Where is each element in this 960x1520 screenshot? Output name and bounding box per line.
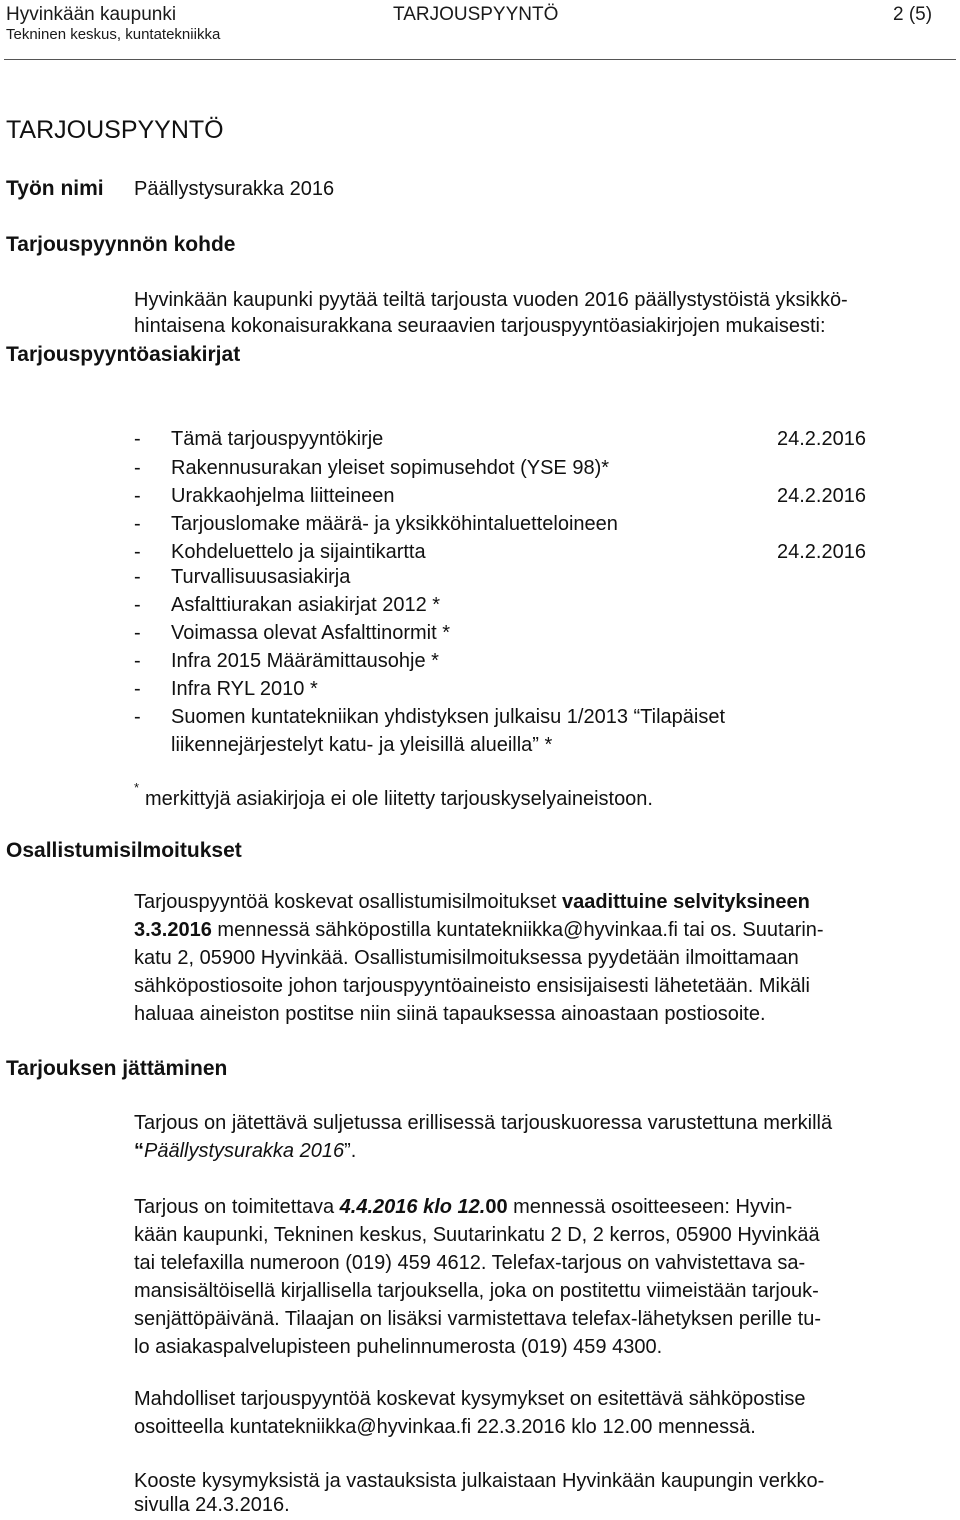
list-item: Asfalttiurakan asiakirjat 2012 * xyxy=(171,594,441,616)
participation-line-5: haluaa aineiston postitse niin siinä tapauksessa ainoastaan postiosoite. xyxy=(134,1003,766,1025)
list-item: Suomen kuntatekniikan yhdistyksen julkaisu 1/2013 “Tilapäiset xyxy=(171,706,726,728)
list-item-continuation: liikennejärjestelyt katu- ja yleisillä alueilla” * xyxy=(171,734,553,756)
list-bullet: - xyxy=(134,513,141,535)
submission-p4-line-2: sivulla 24.3.2016. xyxy=(134,1494,290,1516)
submission-p2-line-5: senjättöpäivänä. Tilaajan on lisäksi varmistettava telefax-lähetyksen perille tu- xyxy=(134,1308,822,1330)
submission-p2-line-3: tai telefaxilla numeroon (019) 459 4612. Telefax-tarjous on vahvistettava sa- xyxy=(134,1252,806,1274)
subject-line-1: Hyvinkään kaupunki pyytää teiltä tarjousta vuoden 2016 päällystystöistä yksikkö- xyxy=(134,289,848,311)
list-item-date: 24.2.2016 xyxy=(777,541,866,563)
participation-line-3: katu 2, 05900 Hyvinkää. Osallistumisilmoituksessa pyydetään ilmoittamaan xyxy=(134,947,799,969)
submission-p2-line-4: mansisältöisellä kirjallisella tarjouksella, joka on postitettu viimeistään tarjouk- xyxy=(134,1280,819,1302)
documents-label: Tarjouspyyntöasiakirjat xyxy=(6,343,241,366)
header-doc-type: TARJOUSPYYNTÖ xyxy=(393,4,559,25)
work-name-label: Työn nimi xyxy=(6,177,104,200)
list-item: Urakkaohjelma liitteineen xyxy=(171,485,395,507)
list-item-date: 24.2.2016 xyxy=(777,428,866,450)
submission-label: Tarjouksen jättäminen xyxy=(6,1057,228,1080)
list-item: Rakennusurakan yleiset sopimusehdot (YSE 98)* xyxy=(171,457,610,479)
submission-p2-line-1: Tarjous on toimitettava 4.4.2016 klo 12.00 mennessä osoitteeseen: Hyvin- xyxy=(134,1196,793,1218)
header-divider xyxy=(4,59,956,60)
submission-p4-line-1: Kooste kysymyksistä ja vastauksista julkaistaan Hyvinkään kaupungin verkko- xyxy=(134,1470,825,1492)
list-bullet: - xyxy=(134,706,141,728)
participation-line-4: sähköpostiosoite johon tarjouspyyntöaineisto ensisijaisesti lähetetään. Mikäli xyxy=(134,975,810,997)
submission-p3-line-1: Mahdolliset tarjouspyyntöä koskevat kysymykset on esitettävä sähköpostise xyxy=(134,1388,806,1410)
list-item: Voimassa olevat Asfalttinormit * xyxy=(171,622,451,644)
submission-p1-line-2: “Päällystysurakka 2016”. xyxy=(134,1140,357,1162)
list-item: Turvallisuusasiakirja xyxy=(171,566,351,588)
list-bullet: - xyxy=(134,457,141,479)
list-item: Tarjouslomake määrä- ja yksikköhintaluetteloineen xyxy=(171,513,618,535)
list-bullet: - xyxy=(134,428,141,450)
list-bullet: - xyxy=(134,650,141,672)
list-bullet: - xyxy=(134,566,141,588)
document-title: TARJOUSPYYNTÖ xyxy=(6,116,224,144)
header-page-number: 2 (5) xyxy=(893,4,933,25)
list-bullet: - xyxy=(134,678,141,700)
footnote-text: merkittyjä asiakirjoja ei ole liitetty tarjouskyselyaineistoon. xyxy=(145,788,653,810)
list-item: Kohdeluettelo ja sijaintikartta xyxy=(171,541,426,563)
list-item-date: 24.2.2016 xyxy=(777,485,866,507)
participation-line-2: 3.3.2016 mennessä sähköpostilla kuntatekniikka@hyvinkaa.fi tai os. Suutarin- xyxy=(134,919,824,941)
submission-p1-line-1: Tarjous on jätettävä suljetussa erillisessä tarjouskuoressa varustettuna merkillä xyxy=(134,1112,833,1134)
subject-line-2: hintaisena kokonaisurakkana seuraavien tarjouspyyntöasiakirjojen mukaisesti: xyxy=(134,315,826,337)
list-bullet: - xyxy=(134,541,141,563)
list-bullet: - xyxy=(134,622,141,644)
subject-label: Tarjouspyynnön kohde xyxy=(6,233,236,256)
list-item: Infra 2015 Määrämittausohje * xyxy=(171,650,439,672)
header-organization: Hyvinkään kaupunki xyxy=(6,4,177,25)
list-bullet: - xyxy=(134,485,141,507)
header-department: Tekninen keskus, kuntatekniikka xyxy=(6,26,221,43)
submission-p2-line-2: kään kaupunki, Tekninen keskus, Suutarinkatu 2 D, 2 kerros, 05900 Hyvinkää xyxy=(134,1224,820,1246)
submission-p3-line-2: osoitteella kuntatekniikka@hyvinkaa.fi 22.3.2016 klo 12.00 mennessä. xyxy=(134,1416,756,1438)
participation-line-1: Tarjouspyyntöä koskevat osallistumisilmoitukset vaadittuine selvityksineen xyxy=(134,891,810,913)
list-item: Infra RYL 2010 * xyxy=(171,678,318,700)
list-bullet: - xyxy=(134,594,141,616)
work-name-value: Päällystysurakka 2016 xyxy=(134,178,335,200)
list-item: Tämä tarjouspyyntökirje xyxy=(171,428,384,450)
submission-p2-line-6: lo asiakaspalvelupisteen puhelinnumerosta (019) 459 4300. xyxy=(134,1336,663,1358)
participation-label: Osallistumisilmoitukset xyxy=(6,839,242,862)
footnote-mark: * xyxy=(134,780,140,795)
